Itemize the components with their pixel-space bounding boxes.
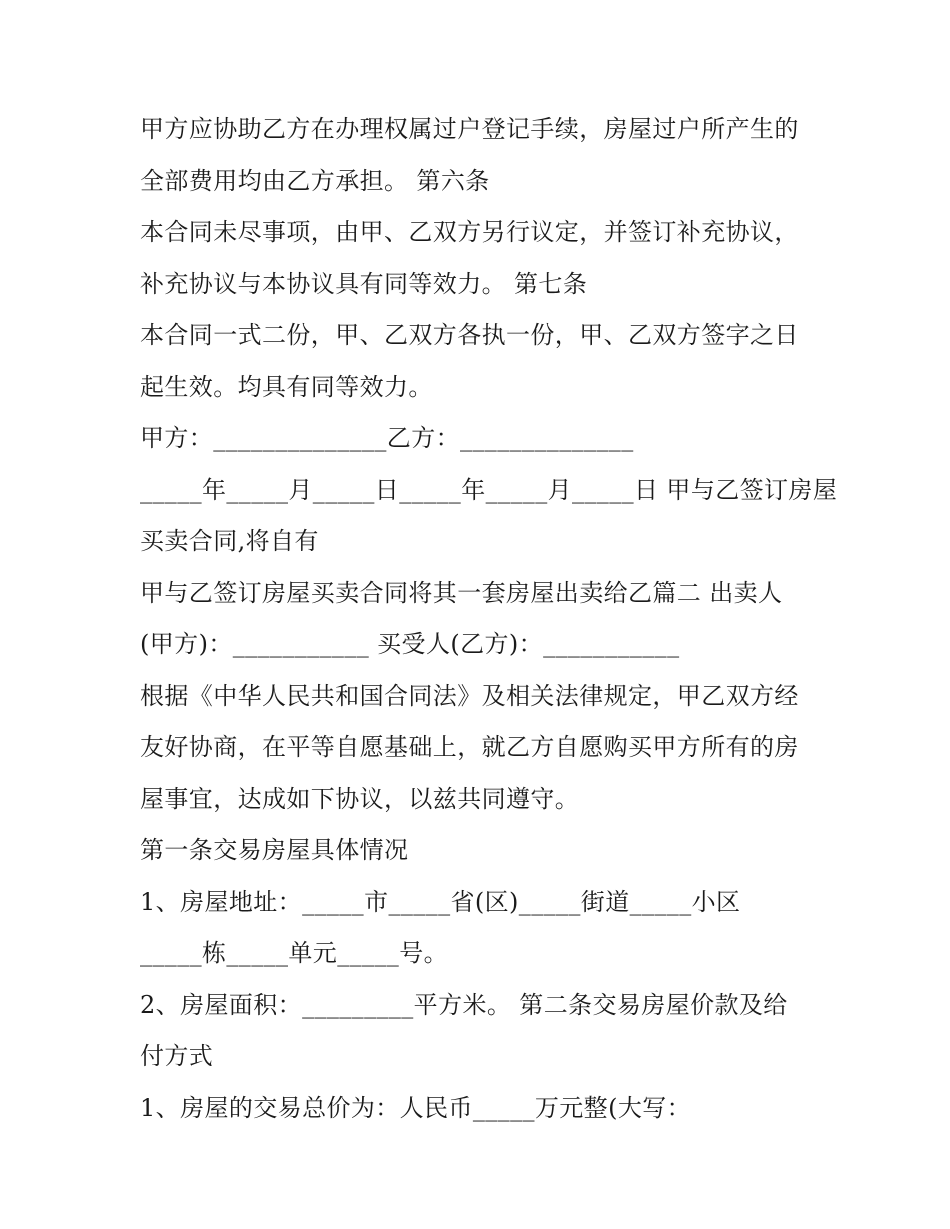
paragraph-line: 起生效。均具有同等效力。 xyxy=(140,372,433,401)
paragraph-line: 屋事宜，达成如下协议，以兹共同遵守。 xyxy=(140,784,580,813)
signature-line: 甲方：______________乙方：______________ xyxy=(140,424,634,452)
paragraph-line: 根据《中华人民共和国合同法》及相关法律规定，甲乙双方经 xyxy=(140,681,799,710)
document-body xyxy=(140,104,838,1134)
article-heading: 第一条交易房屋具体情况 xyxy=(140,836,409,864)
date-line: _____年_____月_____日_____年_____月_____日 甲与乙签订房屋 xyxy=(140,475,838,504)
party-line: (甲方)：___________ 买受人(乙方)：___________ xyxy=(140,630,680,658)
paragraph-line: 付方式 xyxy=(140,1042,214,1070)
paragraph-line: 甲方应协助乙方在办理权属过户登记手续，房屋过户所产生的 xyxy=(140,115,799,143)
paragraph-line: 友好协商，在平等自愿基础上，就乙方自愿购买甲方所有的房 xyxy=(140,733,799,761)
paragraph-line: 全部费用均由乙方承担。 第六条 xyxy=(140,166,490,195)
paragraph-line: 补充协议与本协议具有同等效力。 第七条 xyxy=(140,269,588,298)
address-line: 1、房屋地址：_____市_____省(区)_____街道_____小区 xyxy=(140,887,741,916)
paragraph-line: 买卖合同,将自有 xyxy=(140,527,319,555)
paragraph-line: 本合同未尽事项，由甲、乙双方另行议定，并签订补充协议， xyxy=(140,218,799,246)
area-line: 2、房屋面积：_________平方米。 第二条交易房屋价款及给 xyxy=(140,990,788,1019)
address-line: _____栋_____单元_____号。 xyxy=(140,939,448,967)
paragraph-line: 本合同一式二份，甲、乙双方各执一份，甲、乙双方签字之日 xyxy=(140,321,799,349)
section-title-line: 甲与乙签订房屋买卖合同将其一套房屋出卖给乙篇二 出卖人 xyxy=(140,578,783,607)
price-line: 1、房屋的交易总价为：人民币_____万元整(大写： xyxy=(140,1093,692,1122)
